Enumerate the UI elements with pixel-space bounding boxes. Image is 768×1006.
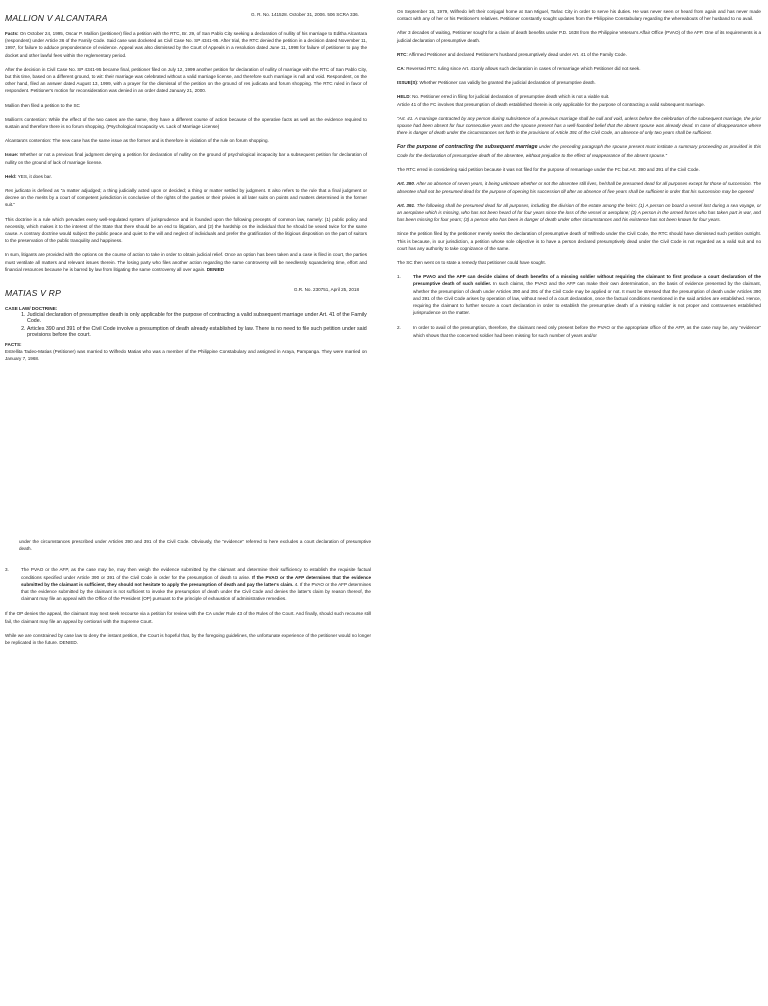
ca-text: : Reversed RTC ruling since Art. 41only allows such declaration in cases of remarriage which Petitioner did not seek.: [403, 66, 641, 72]
right-paragraph-2: After 3 decades of waiting, Petitioner sought for a claim of death benefits under P.D. 1638 from the Philippine Veteran's Affair Office (PVAO) of the AFP. One of its requirements is a judicial declaration of presumptive death.: [397, 30, 761, 43]
alcantara-contention-paragraph: Alcantara's contention: The new case has the same issue as the former and is therefore in violation of the rule on forum shopping.: [5, 138, 269, 144]
doctrine-paragraph: This doctrine is a rule which pervades every well-regulated system of jurisprudence and is founded upon the following precepts of common law, namely: (1) public policy and necessity, which makes it to the interest of the State that there should be an end to litigation, and (2) the hardship on the individual that he should be vexed twice for the same cause. A contrary doctrine would subject the public peace and quiet to the will and neglect of individuals and prefer the gratification of the litigious disposition on the part of suitors to the preservation of the public tranquility and happiness.: [5, 216, 367, 244]
facts2-paragraph: Estrellita Tadeo-Matias (Petitioner) was married to Wilfredo Matias who was a member of the Philippine Constabulary and assigned in Araya, Pampanga. They were married on January 7, 1968.: [5, 348, 367, 361]
continuation-paragraph: under the circumstances prescribed under Articles 390 and 391 of the Civil Code. Obviously, the "evidence" referred to here excludes a court declaration of presumptive death.: [19, 539, 371, 552]
art390-paragraph: [397, 180, 761, 194]
issue-paragraph: [5, 151, 367, 165]
remedy-item-2-text: In order to avail of the presumption, therefore, the claimant need only present before the PVAO or the appropriate office of the AFP, as the case may be, any "evidence" which shows that the concerned soldier had been missing for such number of years and/or: [413, 325, 761, 338]
held2-text: : No. Petitioner erred in filing for judicial declaration of presumptive death which is not a viable suit.: [409, 94, 610, 100]
op-denies-paragraph: If the OP denies the appeal, the claimant may next seek recourse via a petition for review with the CA under Rule 43 of the Rules of the Court. And finally, should such recourse still fail, the claimant may file an appeal by certiorari with the Supreme Court.: [5, 611, 371, 624]
art391-label: Art. 391: [397, 202, 415, 208]
right-column: [397, 8, 761, 347]
art391-text: . The following shall be presumed dead for all purposes, including the division of the estate among the heirs: (1) A person on board a vessel lost during a sea voyage, or an aeroplane which is missing, who has not been heard of for four years since the loss of the vessel or aeroplane; (2) A person in the armed forces who has taken part in war, and has been missing for four years; (3) a person who has been in danger of death under other circumstances and his existence has not been known for four years.: [397, 202, 761, 223]
ca-paragraph: [397, 65, 761, 72]
case2-title: MATIAS V RP: [5, 288, 61, 299]
art41-purpose-paragraph: [397, 143, 761, 159]
in-sum-text: In sum, litigants are provided with the options on the course of action to take in order to obtain judicial relief. Once an option has been taken and a case is filed in court, the parties must ventilate all matters and relevant issues therein. The losing party who files another action regarding the same controversy will be needlessly squandering time, effort and financial resources because he is barred by law from litigating the same controversy all over again.: [5, 252, 367, 272]
held-label: Held:: [5, 173, 17, 179]
closing-paragraph: While we are constrained by case law to deny the instant petition, the Court is hopeful that, by the foregoing guidelines, the unfortunate experience of the petitioner would no longer be replicated in the future. DENIED.: [5, 632, 371, 646]
doctrine-item: 1. Judicial declaration of presumptive death is only applicable for the purpose of contracting a valid subsequent marriage under Art. 41 of the Family Code.: [27, 312, 367, 325]
facts-label: Facts:: [5, 31, 19, 36]
art391-paragraph: [397, 202, 761, 224]
remedy-item-1-bold: The PVAO and the AFP can decide claims of death benefits of a missing soldier without requiring the claimant to first produce a court declaration of the presumptive death of such soldier.: [413, 274, 761, 287]
held-paragraph: [5, 173, 367, 180]
issues-label: ISSUE(S): [397, 80, 417, 86]
remedy-item-3-text: [21, 566, 371, 602]
facts2-label: FACTS:: [5, 341, 22, 347]
remedy-item-2-number: 2.: [397, 325, 401, 331]
remedy-item-1: [397, 273, 761, 316]
left-column: [5, 8, 367, 369]
doctrine-item: 2. Articles 390 and 391 of the Civil Code involve a presumption of death already established by law. There is no need to file such petition under said provisions before the court.: [27, 326, 367, 339]
case2-header: [5, 283, 367, 303]
facts-text: On October 24, 1995, Oscar P. Mallion (petitioner) filed a petition with the RTC, Br. 29, of San Pablo City seeking a declaration of nullity of his marriage to Editha Alcantara (respondent) under Article 36 of the Family Code. Said case was docketed as Civil Case No. SP 4341-95. After trial, the RTC denied the petition in a decision dated November 11, 1997, for failure to adduce preponderance of evidence. Appeal was also dismissed by the Court of Appeals in a resolution dated June 11, 1998 for failure of petitioner to pay the docket and other lawful fees within the reglementary period.: [5, 31, 367, 58]
res-judicata-text: is defined as "a matter adjudged; a thing judicially acted upon or decided; a thing or matter settled by judgment. It also refers to the rule that a final judgment or decree on the merits by a court of competent jurisdiction is conclusive of the rights of the parties or their privies in all later suits on points and matters determined in the former suit.": [5, 188, 368, 208]
remedy-item-1-number: 1.: [397, 274, 401, 280]
after-decision-paragraph: After the decision in Civil Case No. SP 4341-95 became final, petitioner filed on July 12, 1999 another petition for declaration of nullity of marriage with the RTC of San Pablo City, but this time, based on a different ground, to wit: their marriage was celebrated without a valid marriage license, and therefore such marriage is null and void. Respondent, on the other hand, filed an answer dated August 13, 1999, with a prayer for the dismissal of the petition on the ground of res judicata and forum shopping. The RTC ruled in favor of respondent. Petitioner's motion for reconsideration was denied in an order dated January 21, 2000.: [5, 66, 367, 94]
rtc-label: RTC: [397, 51, 407, 57]
remedy-item-1-rest: In such claims, the PVAO and the AFP can make their own determination, on the basis of evidence presented by the claimant, whether the presumption of death under Articles 390 and 391 of the Civil Code may be applied or not. It must be stressed that the presumption of death under Articles 390 and 391 of the Civil Code arises by operation of law, without need of a court declaration, once the factual conditions mentioned in the said articles are established. Hence, requiring the claimant to further secure a court declaration in order to establish the presumptive death of a missing soldier is not proper and contravenes established jurisprudence on the matter.: [413, 281, 761, 316]
issue-label: Issue:: [5, 152, 19, 158]
right-paragraph-1: On September 15, 1979, Wilfredo left their conjugal home at San Miguel, Tarlac City in order to serve his duties. He was never seen or heard from again and has never made contact with any of her or his Petitioner's relatives. Petitioner constantly sought updates from the Philippine Constabulary regarding the whereabouts of her husband to no avail.: [397, 9, 761, 22]
rtc-paragraph: [397, 51, 761, 58]
case-law-label: CASE LAW/ DOCTRINE:: [5, 306, 58, 312]
rtc-text: : Affirmed Petitioner and declared Petitioner's husband presumptively dead under Art. 41 of the Family Code.: [406, 51, 627, 57]
art390-text: . After an absence of seven years, it being unknown whether or not the absentee still lives, he/shall be presumed dead for all purposes except for those of succession. The absentee shall not be presumed dead for the purpose of opening his succession till after an absence of five years shall be sufficient in order that his succession may be opened: [397, 181, 761, 194]
facts-paragraph: [5, 30, 367, 59]
mallion-filed-paragraph: Mallion then filed a petition to the SC: [5, 102, 80, 108]
denied-label: DENIED: [206, 266, 225, 272]
case1-header: [5, 8, 367, 28]
art41-purpose-rest: under the preceding paragraph the spouse present must institute a summary proceeding as provided in this Code for the declaration of presumptive death of the absentee, without prejudice to the effect of reappearance of the absent spouse.": [397, 144, 761, 159]
art41-intro: Article 41 of the FC involves that presumption of death established therein is only applicable for the purpose of contracting a valid subsequent marriage.: [397, 101, 705, 107]
art41-quote: "Art. 41. A marriage contracted by any person during subsistence of a previous marriage shall be null and void, unless before the celebration of the subsequent marriage, the prior spouse had been absent for four consecutive years and the spouse present has a well-founded belief that the absent spouse was already dead. In case of disappearance where there is danger of death under the circumstances set forth in the provisions of Article 391 of the Civil Code, an absence of only two years shall be sufficient.: [397, 115, 761, 136]
remedy-item-3-number: 3.: [5, 567, 9, 573]
case1-title: MALLION V ALCANTARA: [5, 13, 108, 23]
held-text: YES, it does bar.: [17, 173, 52, 179]
held2-label: HELD: [397, 94, 410, 100]
res-judicata-paragraph: [5, 187, 367, 209]
mallion-contention-paragraph: Mallion's contention: While the effect of the two cases are the same, they have a different course of action because of the operative facts as well as the evidence required to sustain and therefore there is no forum shopping. (Psychological Incapacity vs. Lack of Marriage License): [5, 116, 367, 130]
in-sum-paragraph: [5, 251, 367, 273]
since-petition-paragraph: Since the petition filed by the petitioner merely seeks the declaration of presumptive death of Wilfredo under the Civil Code, the RTC should have dismissed such petition outright. This is because, in our jurisdiction, a petition whose sole objective is to have a person declared presumptively dead under the Civil Code is not regarded as a valid suit and no court has any authority to take cognizance of the same.: [397, 231, 761, 251]
art41-purpose-bold: For the purpose of contracting the subsequent marriage: [397, 144, 538, 151]
case2-reference: G.R. No. 230751, April 25, 2018: [293, 287, 359, 293]
res-judicata-term: Res judicata: [5, 188, 31, 194]
rtc-erred-paragraph: The RTC erred in considering said petition because it was not filed for the purpose of remarriage under the FC but Art. 390 and 391 of the Civil Code.: [397, 167, 700, 173]
remedy-item-3-a: The PVAO or the AFP, as the case may be, may then weigh the evidence submitted by the claimant and determine their sufficiency to establish the requisite factual conditions specified under Article 390 or 391 of the Civil Code in order for the presumption of death to arise.: [21, 567, 371, 580]
remedy-item-3-b: 4. If the PVAO or the AFP determines that the evidence submitted by the claimant is not sufficient to invoke the presumption of death under the Civil Code and denies the latter's claim by reason thereof, the claimant may file an appeal with the Office of the President (OP) pursuant to the principle of exhaustion of administrative remedies.: [21, 581, 371, 602]
issues-paragraph: [397, 79, 761, 86]
case1-reference: G. R. No. 141528. October 31, 2006. 506 SCRA 336.: [250, 12, 359, 17]
remedy-item-3: [5, 566, 371, 602]
remedy-item-3-bold: If the PVAO or the AFP determines that the evidence submitted by the claimant is sufficient, they should not hesitate to apply the presumption of death and pay the latter's claim.: [21, 574, 371, 587]
held2-paragraph: [397, 93, 761, 107]
art390-label: Art. 390: [397, 181, 414, 187]
doctrine-list: [15, 312, 367, 339]
bottom-section: [5, 538, 371, 653]
remedy-item-1-text: [413, 273, 761, 316]
issue-text: Whether or not a previous final judgment denying a petition for declaration of nullity on the ground of psychological incapacity bar a subsequent petition for declaration of nullity on the ground of lack of marriage license.: [5, 152, 367, 165]
sc-remedy-paragraph: The SC then went on to state a remedy that petitioner could have sought.: [397, 260, 546, 266]
issues-text: : Whether Petitioner can validly be granted the judicial declaration of presumptive death.: [416, 80, 596, 86]
ca-label: CA: [397, 66, 404, 72]
remedy-item-2: [397, 324, 761, 338]
